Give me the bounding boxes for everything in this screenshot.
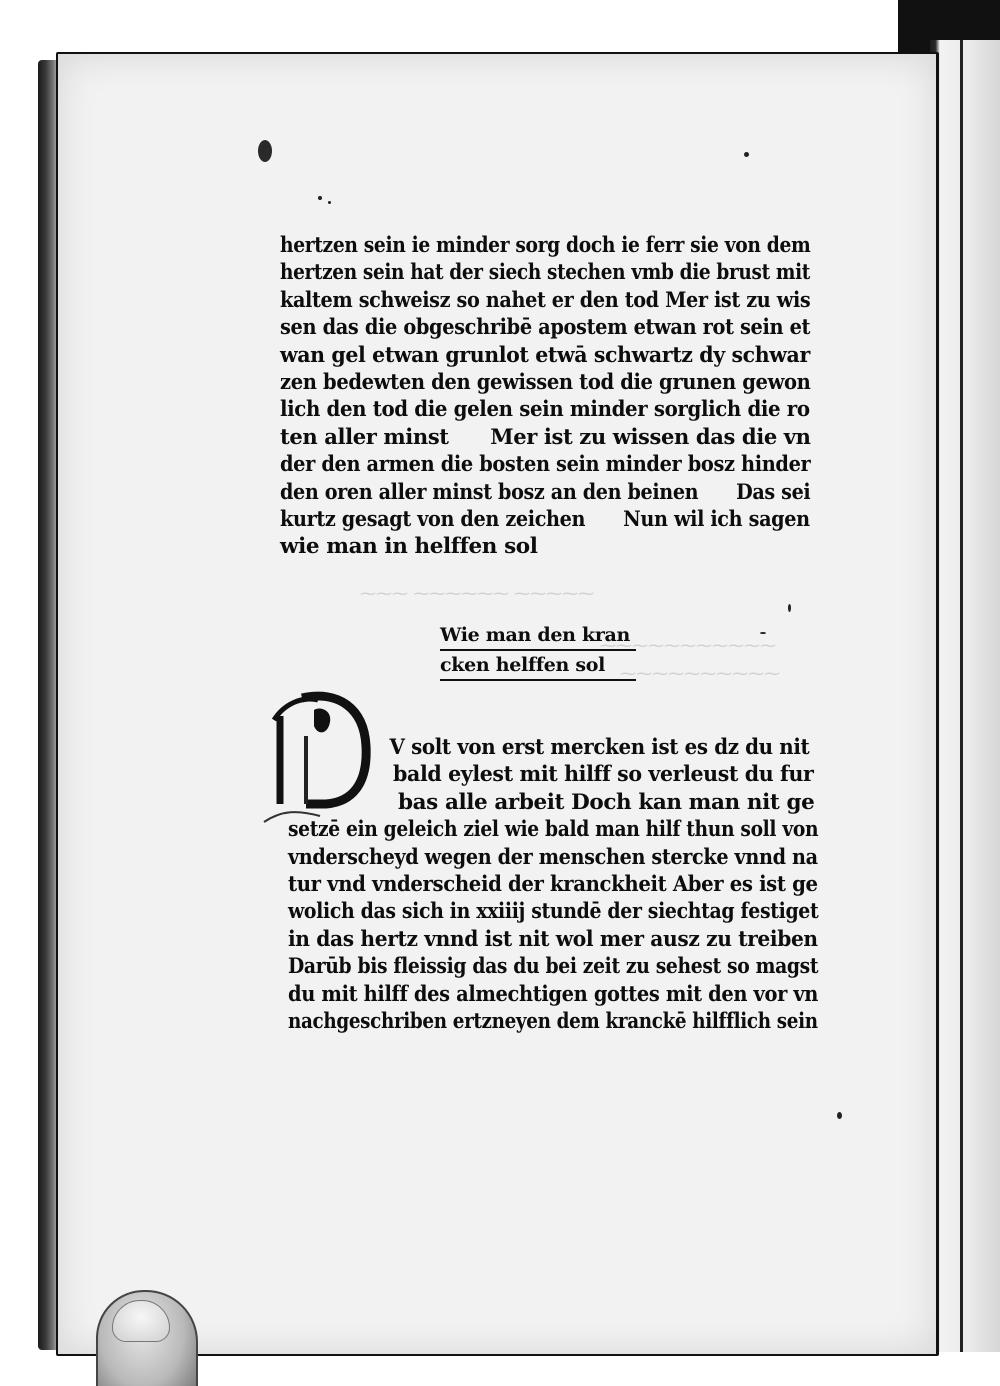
ink-speck (744, 152, 749, 157)
show-through-text: ⁓⁓⁓ ⁓⁓⁓⁓⁓⁓ ⁓⁓⁓⁓⁓ (360, 584, 595, 603)
show-through-text: ⁓⁓⁓⁓⁓⁓⁓⁓⁓⁓⁓ (600, 636, 776, 655)
text-line: der den armen die bosten sein minder bosz hinder (280, 452, 811, 478)
ink-speck (328, 201, 331, 204)
heading-line: cken helffen sol (440, 651, 636, 681)
text-line: zen bedewten den gewissen tod die grunen gewon (280, 369, 811, 395)
text-line: V solt von erst mercken ist es dz du nit (389, 735, 810, 760)
text-line: den oren aller minst bosz an den beinen Das sei (280, 479, 811, 505)
show-through-text: ⁓⁓⁓⁓⁓⁓⁓⁓⁓⁓ (620, 664, 780, 683)
text-line: vnderscheyd wegen der menschen stercke vnnd na (288, 844, 818, 870)
text-line: kurtz gesagt von den zeichen Nun wil ich sagen (280, 506, 810, 532)
text-line: tur vnd vnderscheid der kranckheit Aber es ist ge (288, 871, 818, 897)
text-line: ten aller minst Mer ist zu wissen das die vn (280, 424, 811, 450)
ink-speck (760, 632, 766, 634)
ink-speck (837, 1112, 842, 1119)
second-text-block (288, 734, 818, 1035)
page-gutter-line (960, 40, 963, 1370)
background-top (0, 0, 1000, 52)
text-line: hertzen sein ie minder sorg doch ie ferr sie von dem (280, 233, 811, 258)
text-line: wan gel etwan grunlot etwā schwartz dy schwar (280, 342, 810, 368)
text-line: bald eylest mit hilff so verleust du fur (393, 762, 814, 788)
text-line: sen das die obgeschribē apostem etwan rot sein et (280, 315, 811, 341)
text-line: Darūb bis fleissig das du bei zeit zu sehest so magst (288, 954, 819, 980)
ink-blot (258, 140, 272, 162)
text-line: bas alle arbeit Doch kan man nit ge (398, 789, 815, 815)
heading-line: Wie man den kran (440, 621, 636, 651)
text-line: wie man in helffen sol (280, 534, 538, 560)
text-line: in das hertz vnnd ist nit wol mer ausz zu treiben (288, 926, 818, 952)
section-heading (440, 621, 636, 681)
text-line: hertzen sein hat der siech stechen vmb die brust mit (280, 260, 810, 286)
ink-speck (788, 604, 791, 612)
ink-speck (318, 196, 322, 200)
text-line: setzē ein geleich ziel wie bald man hilf thun soll von (288, 817, 819, 843)
text-line: du mit hilff des almechtigen gottes mit den vor vn (288, 981, 819, 1007)
text-line: wolich das sich in xxiiij stundē der siechtag festiget (288, 899, 819, 925)
text-line: kaltem schweisz so nahet er den tod Mer ist zu wis (280, 287, 811, 313)
text-line: nachgeschriben ertzneyen dem kranckē hilfflich sein (288, 1008, 818, 1034)
main-text-block (280, 232, 810, 561)
facing-page-edge (930, 40, 1000, 1370)
text-line: lich den tod die gelen sein minder sorglich die ro (280, 397, 810, 423)
